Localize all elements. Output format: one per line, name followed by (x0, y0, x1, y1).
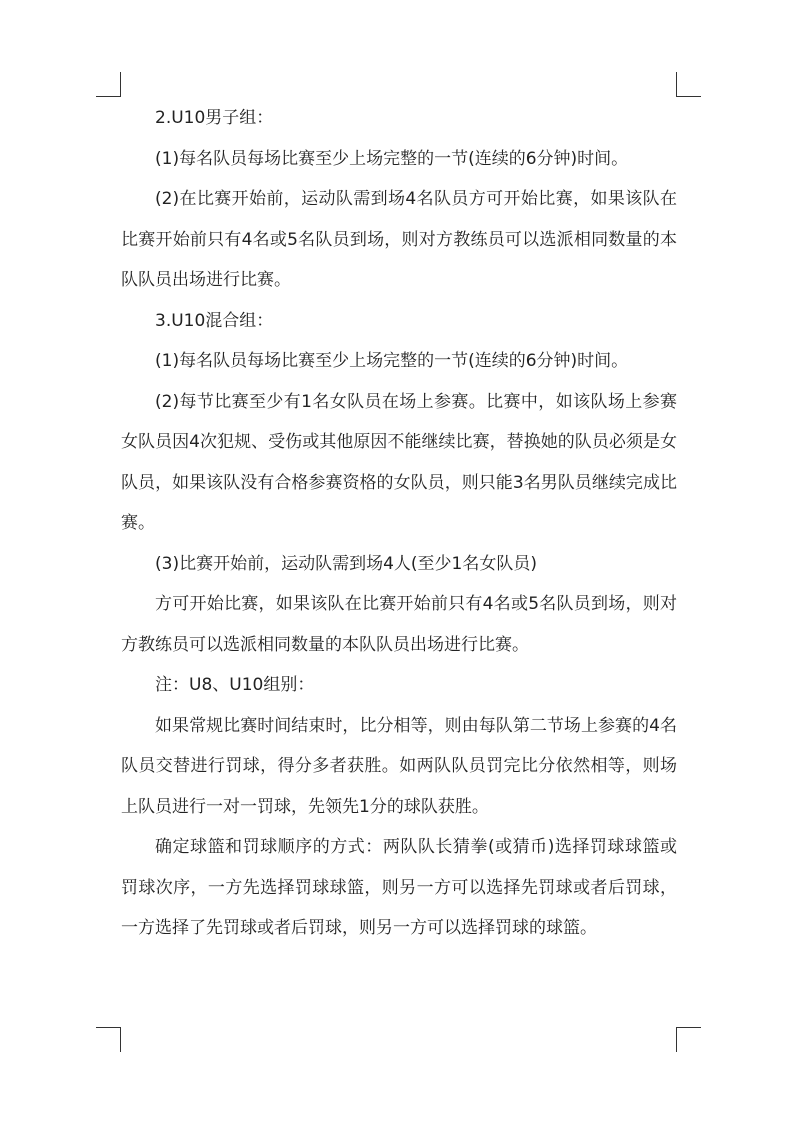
paragraph: (3)比赛开始前，运动队需到场4人(至少1名女队员) (155, 553, 537, 574)
section-heading-u10-boys: 2.U10男子组： (155, 108, 274, 128)
document-body (121, 98, 677, 949)
crop-mark-top-left (96, 72, 121, 97)
paragraph: 方可开始比赛，如果该队在比赛开始前只有4名或5名队员到场，则对方教练员可以选派相同数量的本队队员出场进行比赛。 (121, 594, 677, 655)
paragraph: 如果常规比赛时间结束时，比分相等，则由每队第二节场上参赛的4名队员交替进行罚球，得分多者获胜。如两队队员罚完比分依然相等，则场上队员进行一对一罚球，先领先1分的球队获胜。 (121, 715, 677, 817)
paragraph: (2)在比赛开始前，运动队需到场4名队员方可开始比赛，如果该队在比赛开始前只有4名或5名队员到场，则对方教练员可以选派相同数量的本队队员出场进行比赛。 (121, 189, 677, 290)
paragraph: (2)每节比赛至少有1名女队员在场上参赛。比赛中，如该队场上参赛女队员因4次犯规、受伤或其他原因不能继续比赛，替换她的队员必须是女队员，如果该队没有合格参赛资格的女队员，则只能3名男队员继续完成比赛。 (121, 391, 677, 533)
paragraph: (1)每名队员每场比赛至少上场完整的一节(连续的6分钟)时间。 (155, 351, 629, 371)
crop-mark-top-right (676, 72, 701, 97)
crop-mark-bottom-left (96, 1027, 121, 1052)
crop-mark-bottom-right (676, 1027, 701, 1052)
paragraph: 确定球篮和罚球顺序的方式：两队队长猜拳(或猜币)选择罚球球篮或罚球次序，一方先选择罚球球篮，则另一方可以选择先罚球或者后罚球，一方选择了先罚球或者后罚球，则另一方可以选择罚球的球篮。 (121, 837, 677, 938)
section-heading-u10-mixed: 3.U10混合组： (155, 310, 274, 331)
paragraph: (1)每名队员每场比赛至少上场完整的一节(连续的6分钟)时间。 (155, 148, 629, 169)
note-heading: 注：U8、U10组别： (155, 675, 315, 695)
